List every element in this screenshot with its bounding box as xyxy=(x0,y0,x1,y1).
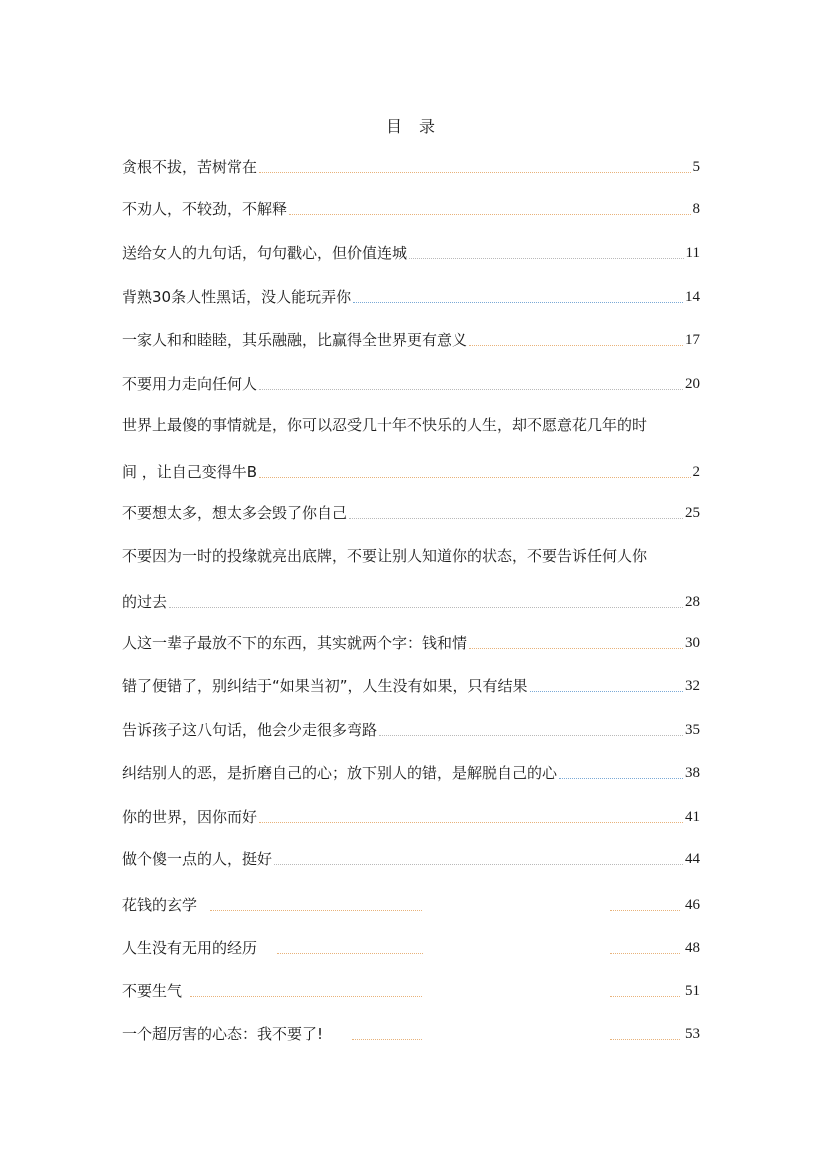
toc-entry[interactable] xyxy=(122,936,700,960)
leader-dots xyxy=(469,345,683,346)
toc-entry-page: 48 xyxy=(685,940,700,956)
toc-entry-title: 纠结别人的恶，是折磨自己的心；放下别人的错，是解脱自己的心 xyxy=(122,764,558,782)
toc-entry-page: 25 xyxy=(685,505,700,521)
toc-entry-title-line1[interactable]: 不要因为一时的投缘就亮出底牌，不要让别人知道你的状态，不要告诉任何人你 xyxy=(122,547,648,565)
toc-entry-title: 做个傻一点的人，挺好 xyxy=(122,850,273,868)
toc-entry-page: 38 xyxy=(685,765,700,781)
toc-entry-title: 送给女人的九句话，句句戳心，但价值连城 xyxy=(122,244,408,262)
leader-dots xyxy=(409,258,684,259)
toc-entry-title-line2: 间 ，让自己变得牛B xyxy=(122,463,258,481)
toc-entry[interactable] xyxy=(122,674,700,698)
toc-entry[interactable] xyxy=(122,197,700,221)
toc-entry[interactable] xyxy=(122,893,700,917)
leader-dots xyxy=(469,648,683,649)
leader-dots xyxy=(277,953,423,954)
toc-entry-page: 46 xyxy=(685,897,700,913)
toc-title: 目 录 xyxy=(385,117,442,136)
toc-entry-page: 35 xyxy=(685,722,700,738)
toc-entry-title: 一家人和和睦睦，其乐融融，比赢得全世界更有意义 xyxy=(122,331,468,349)
toc-entry[interactable] xyxy=(122,501,700,525)
toc-entry-page: 30 xyxy=(685,635,700,651)
toc-entry[interactable] xyxy=(122,155,700,179)
toc-entry-title: 你的世界，因你而好 xyxy=(122,808,258,826)
leader-dots xyxy=(559,778,683,779)
toc-entry-page: 20 xyxy=(685,376,700,392)
leader-dots xyxy=(259,172,690,173)
toc-entry-page: 51 xyxy=(685,983,700,999)
toc-entry-page: 5 xyxy=(692,159,700,175)
toc-entry[interactable] xyxy=(122,718,700,742)
toc-entry-page: 32 xyxy=(685,678,700,694)
leader-dots xyxy=(352,1039,422,1040)
toc-entry[interactable] xyxy=(122,805,700,829)
toc-entry-title: 一个超厉害的心态：我不要了! xyxy=(122,1025,324,1043)
leader-dots xyxy=(210,910,422,911)
leader-dots xyxy=(349,518,683,519)
toc-entry-page: 44 xyxy=(685,851,700,867)
toc-entry[interactable] xyxy=(122,847,700,871)
leader-dots xyxy=(289,214,690,215)
leader-dots xyxy=(259,389,683,390)
leader-dots xyxy=(190,996,422,997)
toc-entry[interactable] xyxy=(122,241,700,265)
toc-entry[interactable] xyxy=(122,979,700,1003)
leader-dots xyxy=(274,864,683,865)
leader-dots xyxy=(379,735,683,736)
toc-entry-page: 8 xyxy=(692,201,700,217)
toc-entry-title: 不要想太多，想太多会毁了你自己 xyxy=(122,504,348,522)
toc-entry-title: 背熟30条人性黑话，没人能玩弄你 xyxy=(122,288,352,306)
toc-entry[interactable] xyxy=(122,460,700,484)
toc-entry-page: 2 xyxy=(692,464,700,480)
toc-entry-title: 不要用力走向任何人 xyxy=(122,375,258,393)
toc-entry-title: 告诉孩子这八句话，他会少走很多弯路 xyxy=(122,721,378,739)
toc-entry-page: 41 xyxy=(685,809,700,825)
toc-entry-title-line1[interactable]: 世界上最傻的事情就是，你可以忍受几十年不快乐的人生，却不愿意花几年的时 xyxy=(122,416,648,434)
leader-dots xyxy=(353,302,683,303)
toc-entry-page: 17 xyxy=(685,332,700,348)
toc-entry[interactable] xyxy=(122,328,700,352)
toc-entry-title: 人这一辈子最放不下的东西，其实就两个字：钱和情 xyxy=(122,634,468,652)
toc-entry[interactable] xyxy=(122,372,700,396)
leader-dots xyxy=(259,477,690,478)
toc-entry[interactable] xyxy=(122,761,700,785)
leader-dots xyxy=(610,996,680,997)
leader-dots xyxy=(610,1039,680,1040)
toc-entry-title: 不劝人，不较劲，不解释 xyxy=(122,200,288,218)
toc-entry[interactable] xyxy=(122,1022,700,1046)
toc-entry-title: 人生没有无用的经历 xyxy=(122,939,258,957)
toc-entry[interactable] xyxy=(122,285,700,309)
toc-entry[interactable] xyxy=(122,590,700,614)
toc-entry-title: 贪根不拔，苦树常在 xyxy=(122,158,258,176)
leader-dots xyxy=(259,822,683,823)
leader-dots xyxy=(169,607,683,608)
toc-entry[interactable] xyxy=(122,631,700,655)
leader-dots xyxy=(610,953,680,954)
toc-entry-page: 14 xyxy=(685,289,700,305)
toc-entry-page: 53 xyxy=(685,1026,700,1042)
leader-dots xyxy=(610,910,680,911)
toc-entry-title: 花钱的玄学 xyxy=(122,896,198,914)
toc-entry-page: 28 xyxy=(685,594,700,610)
leader-dots xyxy=(530,691,683,692)
toc-entry-title-line2: 的过去 xyxy=(122,593,168,611)
toc-entry-title: 错了便错了，别纠结于“如果当初”，人生没有如果，只有结果 xyxy=(122,677,528,695)
toc-entry-title: 不要生气 xyxy=(122,982,183,1000)
toc-entry-page: 11 xyxy=(685,245,700,261)
